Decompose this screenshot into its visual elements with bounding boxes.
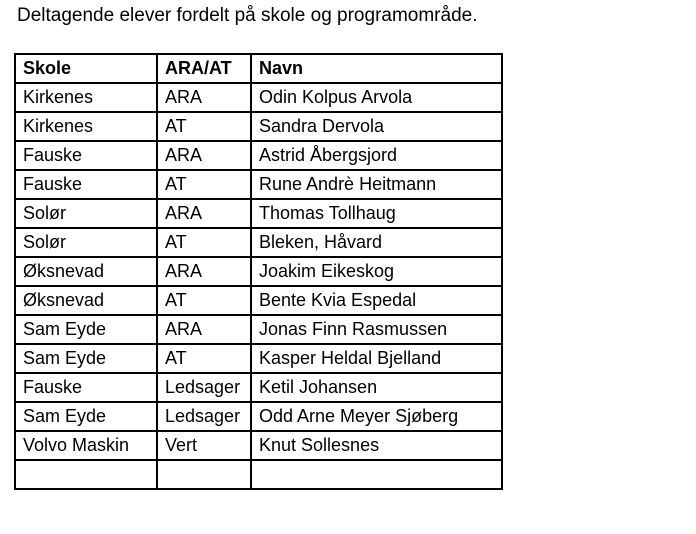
cell-name: Odin Kolpus Arvola	[251, 83, 502, 112]
cell-program: Vert	[157, 431, 251, 460]
table-row	[15, 315, 502, 344]
cell-school: Fauske	[15, 373, 157, 402]
cell-name: Joakim Eikeskog	[251, 257, 502, 286]
cell-school: Volvo Maskin	[15, 431, 157, 460]
cell-school: Solør	[15, 199, 157, 228]
cell-program: AT	[157, 286, 251, 315]
cell-name: Thomas Tollhaug	[251, 199, 502, 228]
table-row	[15, 112, 502, 141]
header-program: ARA/AT	[157, 54, 251, 83]
table-row	[15, 402, 502, 431]
table-row	[15, 373, 502, 402]
cell-name: Rune Andrè Heitmann	[251, 170, 502, 199]
cell-program: AT	[157, 344, 251, 373]
cell-name: Jonas Finn Rasmussen	[251, 315, 502, 344]
cell-name: Bleken, Håvard	[251, 228, 502, 257]
cell-school: Sam Eyde	[15, 315, 157, 344]
table-row-empty	[15, 460, 502, 489]
cell-name: Sandra Dervola	[251, 112, 502, 141]
table-row	[15, 228, 502, 257]
cell-school: Sam Eyde	[15, 344, 157, 373]
cell-name: Bente Kvia Espedal	[251, 286, 502, 315]
table-row	[15, 286, 502, 315]
table-row	[15, 170, 502, 199]
cell-school: Øksnevad	[15, 286, 157, 315]
cell-school: Øksnevad	[15, 257, 157, 286]
cell-program: ARA	[157, 83, 251, 112]
cell-program: AT	[157, 170, 251, 199]
cell-program	[157, 460, 251, 489]
document-caption: Deltagende elever fordelt på skole og programområde.	[17, 5, 478, 26]
header-school: Skole	[15, 54, 157, 83]
table-header-row	[15, 54, 502, 83]
cell-name: Knut Sollesnes	[251, 431, 502, 460]
cell-program: ARA	[157, 141, 251, 170]
participants-table	[14, 53, 503, 490]
cell-program: AT	[157, 112, 251, 141]
cell-school: Kirkenes	[15, 112, 157, 141]
cell-school: Fauske	[15, 170, 157, 199]
table-row	[15, 431, 502, 460]
cell-name: Ketil Johansen	[251, 373, 502, 402]
cell-program: Ledsager	[157, 373, 251, 402]
table-row	[15, 344, 502, 373]
cell-school: Solør	[15, 228, 157, 257]
cell-program: Ledsager	[157, 402, 251, 431]
cell-school: Kirkenes	[15, 83, 157, 112]
table-row	[15, 141, 502, 170]
table-row	[15, 199, 502, 228]
cell-name: Odd Arne Meyer Sjøberg	[251, 402, 502, 431]
table-row	[15, 257, 502, 286]
header-name: Navn	[251, 54, 502, 83]
cell-program: ARA	[157, 199, 251, 228]
cell-name: Astrid Åbergsjord	[251, 141, 502, 170]
cell-program: ARA	[157, 315, 251, 344]
table-row	[15, 83, 502, 112]
cell-name: Kasper Heldal Bjelland	[251, 344, 502, 373]
cell-school: Sam Eyde	[15, 402, 157, 431]
cell-school	[15, 460, 157, 489]
cell-name	[251, 460, 502, 489]
cell-school: Fauske	[15, 141, 157, 170]
cell-program: AT	[157, 228, 251, 257]
cell-program: ARA	[157, 257, 251, 286]
